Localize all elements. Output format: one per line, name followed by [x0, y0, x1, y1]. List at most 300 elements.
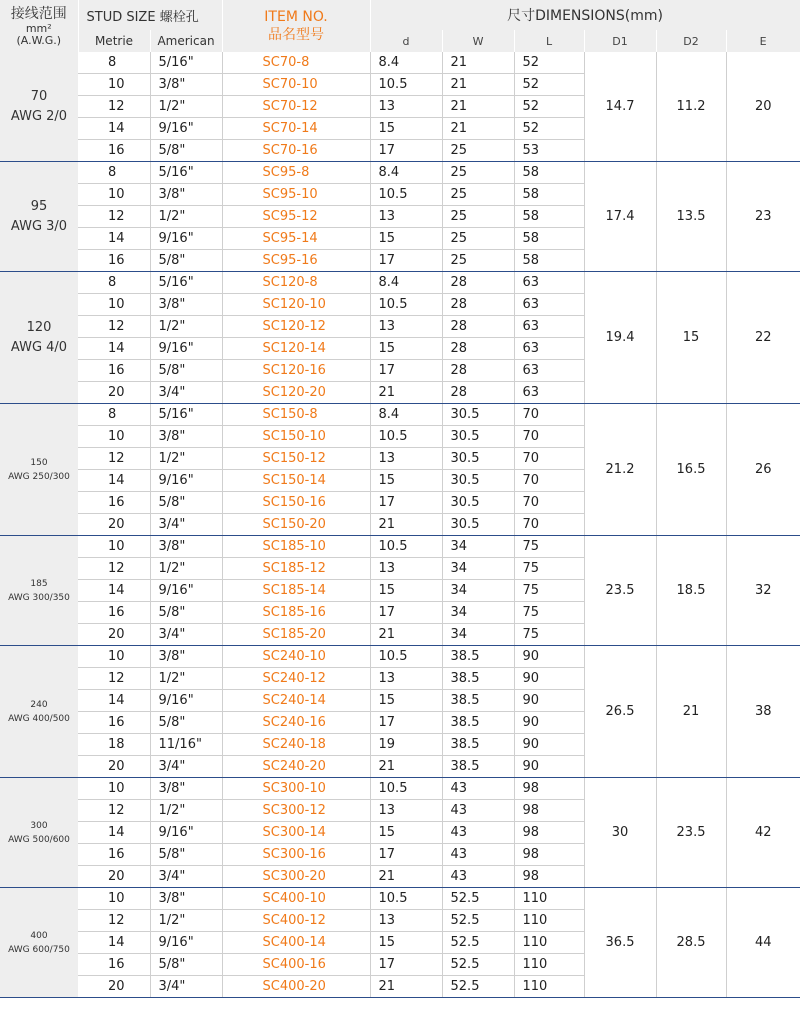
item-no-cell: SC120-12: [222, 316, 370, 338]
w-cell: 34: [442, 558, 514, 580]
wire-range-cell: [0, 888, 78, 998]
d-cell: 13: [370, 448, 442, 470]
d-cell: 8.4: [370, 272, 442, 294]
item-no-cell: SC150-12: [222, 448, 370, 470]
wire-range-awg: AWG 2/0: [10, 108, 68, 124]
l-cell: 52: [514, 74, 584, 96]
american-stud-cell: 9/16": [150, 822, 222, 844]
metric-stud-cell: 12: [78, 668, 150, 690]
w-cell: 21: [442, 96, 514, 118]
metric-stud-cell: 12: [78, 558, 150, 580]
item-no-cell: SC120-16: [222, 360, 370, 382]
d-cell: 10.5: [370, 778, 442, 800]
e-value-cell: 22: [726, 272, 800, 404]
metric-stud-cell: 18: [78, 734, 150, 756]
item-no-header: [222, 0, 370, 52]
d-cell: 17: [370, 602, 442, 624]
item-no-cell: SC400-12: [222, 910, 370, 932]
item-no-cell: SC70-10: [222, 74, 370, 96]
l-cell: 110: [514, 976, 584, 998]
d-cell: 17: [370, 250, 442, 272]
item-no-cell: SC185-10: [222, 536, 370, 558]
d1-value-cell: 14.7: [584, 52, 656, 162]
d-cell: 21: [370, 866, 442, 888]
american-stud-cell: 3/4": [150, 756, 222, 778]
american-stud-cell: 1/2": [150, 800, 222, 822]
metric-stud-cell: 10: [78, 426, 150, 448]
d-cell: 19: [370, 734, 442, 756]
w-cell: 38.5: [442, 690, 514, 712]
d-cell: 17: [370, 844, 442, 866]
d-cell: 15: [370, 228, 442, 250]
item-no-cell: SC300-20: [222, 866, 370, 888]
d-cell: 15: [370, 470, 442, 492]
d1-value-cell: 30: [584, 778, 656, 888]
american-stud-cell: 3/8": [150, 294, 222, 316]
american-stud-cell: 11/16": [150, 734, 222, 756]
w-cell: 43: [442, 800, 514, 822]
d-cell: 15: [370, 822, 442, 844]
l-cell: 58: [514, 162, 584, 184]
l-cell: 63: [514, 382, 584, 404]
wire-range-mm: 120: [26, 319, 52, 335]
item-no-cell: SC240-10: [222, 646, 370, 668]
l-cell: 90: [514, 734, 584, 756]
d-cell: 21: [370, 624, 442, 646]
wire-range-awg: AWG 3/0: [10, 218, 68, 234]
item-no-cell: SC185-20: [222, 624, 370, 646]
metric-stud-cell: 8: [78, 162, 150, 184]
d-cell: 10.5: [370, 74, 442, 96]
d2-value-cell: 11.2: [656, 52, 726, 162]
metric-stud-cell: 20: [78, 382, 150, 404]
item-no-cell: SC185-16: [222, 602, 370, 624]
item-no-cell: SC185-12: [222, 558, 370, 580]
w-cell: 43: [442, 844, 514, 866]
w-cell: 30.5: [442, 514, 514, 536]
metric-stud-cell: 20: [78, 866, 150, 888]
w-cell: 52.5: [442, 888, 514, 910]
metric-stud-cell: 12: [78, 910, 150, 932]
metric-stud-cell: 20: [78, 976, 150, 998]
american-stud-cell: 5/16": [150, 52, 222, 74]
w-cell: 34: [442, 624, 514, 646]
table-row: [0, 888, 800, 910]
wire-range-cell: [0, 404, 78, 536]
american-stud-cell: 5/8": [150, 492, 222, 514]
american-stud-cell: 3/4": [150, 382, 222, 404]
d2-header: D2: [656, 30, 726, 52]
american-stud-cell: 9/16": [150, 932, 222, 954]
american-stud-cell: 9/16": [150, 580, 222, 602]
metric-stud-cell: 20: [78, 624, 150, 646]
range-header: [0, 0, 78, 52]
metric-stud-cell: 10: [78, 888, 150, 910]
w-cell: 34: [442, 580, 514, 602]
l-cell: 70: [514, 492, 584, 514]
w-cell: 28: [442, 382, 514, 404]
american-stud-cell: 9/16": [150, 228, 222, 250]
wire-range-cell: [0, 646, 78, 778]
w-cell: 52.5: [442, 932, 514, 954]
l-cell: 58: [514, 228, 584, 250]
metric-stud-cell: 14: [78, 580, 150, 602]
d-cell: 13: [370, 206, 442, 228]
w-cell: 30.5: [442, 448, 514, 470]
american-stud-cell: 3/4": [150, 624, 222, 646]
l-cell: 63: [514, 338, 584, 360]
metric-stud-cell: 14: [78, 338, 150, 360]
d1-value-cell: 26.5: [584, 646, 656, 778]
l-cell: 90: [514, 646, 584, 668]
w-cell: 43: [442, 866, 514, 888]
d-cell: 8.4: [370, 52, 442, 74]
w-cell: 25: [442, 184, 514, 206]
d-cell: 8.4: [370, 404, 442, 426]
w-cell: 21: [442, 74, 514, 96]
w-cell: 28: [442, 360, 514, 382]
l-cell: 110: [514, 888, 584, 910]
l-cell: 110: [514, 910, 584, 932]
american-stud-cell: 3/8": [150, 74, 222, 96]
w-cell: 21: [442, 52, 514, 74]
wire-range-cell: [0, 162, 78, 272]
metric-stud-cell: 12: [78, 448, 150, 470]
e-value-cell: 32: [726, 536, 800, 646]
d-cell: 10.5: [370, 294, 442, 316]
l-cell: 70: [514, 448, 584, 470]
wire-range-cell: [0, 536, 78, 646]
wire-range-awg: AWG 4/0: [10, 339, 68, 355]
item-no-cell: SC240-16: [222, 712, 370, 734]
l-cell: 75: [514, 558, 584, 580]
metric-stud-cell: 12: [78, 316, 150, 338]
d-cell: 15: [370, 338, 442, 360]
wire-range-mm: 240: [30, 699, 48, 710]
metric-stud-cell: 10: [78, 184, 150, 206]
american-stud-cell: 3/8": [150, 888, 222, 910]
l-cell: 90: [514, 668, 584, 690]
item-no-cell: SC70-8: [222, 52, 370, 74]
wire-range-mm: 95: [30, 198, 48, 214]
item-no-cell: SC70-14: [222, 118, 370, 140]
d-cell: 21: [370, 382, 442, 404]
d-cell: 8.4: [370, 162, 442, 184]
l-cell: 58: [514, 184, 584, 206]
american-stud-cell: 3/8": [150, 778, 222, 800]
wire-range-awg: AWG 400/500: [8, 713, 70, 724]
item-no-cell: SC95-16: [222, 250, 370, 272]
l-cell: 90: [514, 690, 584, 712]
item-no-cell: SC70-16: [222, 140, 370, 162]
american-stud-cell: 5/8": [150, 844, 222, 866]
metric-stud-cell: 10: [78, 294, 150, 316]
w-cell: 38.5: [442, 756, 514, 778]
d-cell: 10.5: [370, 184, 442, 206]
l-cell: 98: [514, 844, 584, 866]
e-value-cell: 42: [726, 778, 800, 888]
stud-size-header: STUD SIZE 螺栓孔: [78, 0, 222, 30]
item-no-cell: SC150-8: [222, 404, 370, 426]
l-cell: 70: [514, 404, 584, 426]
l-cell: 110: [514, 954, 584, 976]
awg-label: (A.W.G.): [16, 34, 62, 47]
l-cell: 98: [514, 866, 584, 888]
american-stud-cell: 1/2": [150, 206, 222, 228]
l-cell: 90: [514, 712, 584, 734]
l-cell: 52: [514, 52, 584, 74]
l-cell: 98: [514, 800, 584, 822]
american-stud-cell: 5/16": [150, 272, 222, 294]
d-cell: 17: [370, 360, 442, 382]
l-cell: 75: [514, 624, 584, 646]
w-cell: 30.5: [442, 404, 514, 426]
w-cell: 28: [442, 338, 514, 360]
table-row: [0, 404, 800, 426]
d1-value-cell: 21.2: [584, 404, 656, 536]
metric-stud-cell: 14: [78, 470, 150, 492]
american-stud-cell: 1/2": [150, 668, 222, 690]
item-no-cell: SC300-10: [222, 778, 370, 800]
w-cell: 38.5: [442, 712, 514, 734]
american-stud-cell: 9/16": [150, 338, 222, 360]
d1-value-cell: 23.5: [584, 536, 656, 646]
item-no-cell: SC150-20: [222, 514, 370, 536]
metric-stud-cell: 8: [78, 52, 150, 74]
table-row: [0, 778, 800, 800]
w-cell: 25: [442, 206, 514, 228]
d-cell: 15: [370, 580, 442, 602]
american-stud-cell: 9/16": [150, 690, 222, 712]
l-cell: 63: [514, 272, 584, 294]
american-stud-cell: 1/2": [150, 558, 222, 580]
metric-stud-cell: 8: [78, 272, 150, 294]
wire-range-mm: 185: [30, 578, 48, 589]
metric-stud-cell: 12: [78, 800, 150, 822]
w-cell: 28: [442, 294, 514, 316]
american-stud-cell: 9/16": [150, 118, 222, 140]
d-cell: 10.5: [370, 888, 442, 910]
american-stud-cell: 3/4": [150, 514, 222, 536]
american-stud-cell: 1/2": [150, 448, 222, 470]
item-no-cell: SC95-8: [222, 162, 370, 184]
metric-stud-cell: 12: [78, 206, 150, 228]
w-cell: 25: [442, 228, 514, 250]
e-value-cell: 20: [726, 52, 800, 162]
d2-value-cell: 15: [656, 272, 726, 404]
w-cell: 52.5: [442, 954, 514, 976]
w-cell: 38.5: [442, 646, 514, 668]
d2-value-cell: 28.5: [656, 888, 726, 998]
american-stud-cell: 5/8": [150, 954, 222, 976]
d-cell: 17: [370, 954, 442, 976]
table-row: [0, 52, 800, 74]
d-cell: 15: [370, 118, 442, 140]
metric-stud-cell: 16: [78, 712, 150, 734]
w-cell: 34: [442, 602, 514, 624]
d2-value-cell: 18.5: [656, 536, 726, 646]
l-cell: 70: [514, 514, 584, 536]
l-cell: 70: [514, 470, 584, 492]
item-no-cell: SC400-16: [222, 954, 370, 976]
e-value-cell: 26: [726, 404, 800, 536]
l-cell: 63: [514, 316, 584, 338]
metric-stud-cell: 10: [78, 74, 150, 96]
l-cell: 98: [514, 778, 584, 800]
l-cell: 53: [514, 140, 584, 162]
metric-header: Metrie: [78, 30, 150, 52]
d-cell: 10.5: [370, 536, 442, 558]
l-cell: 63: [514, 294, 584, 316]
l-cell: 90: [514, 756, 584, 778]
l-cell: 110: [514, 932, 584, 954]
l-cell: 52: [514, 96, 584, 118]
d-cell: 21: [370, 514, 442, 536]
l-cell: 75: [514, 536, 584, 558]
american-header: American: [150, 30, 222, 52]
w-cell: 38.5: [442, 734, 514, 756]
metric-stud-cell: 8: [78, 404, 150, 426]
item-no-cell: SC400-20: [222, 976, 370, 998]
wire-range-cell: [0, 778, 78, 888]
e-value-cell: 44: [726, 888, 800, 998]
item-no-cell: SC300-12: [222, 800, 370, 822]
d2-value-cell: 16.5: [656, 404, 726, 536]
item-no-cell: SC120-10: [222, 294, 370, 316]
metric-stud-cell: 14: [78, 932, 150, 954]
wire-range-cell: [0, 272, 78, 404]
d2-value-cell: 23.5: [656, 778, 726, 888]
item-no-cell: SC400-10: [222, 888, 370, 910]
item-no-cell: SC240-12: [222, 668, 370, 690]
w-header: W: [442, 30, 514, 52]
w-cell: 21: [442, 118, 514, 140]
metric-stud-cell: 16: [78, 360, 150, 382]
w-cell: 34: [442, 536, 514, 558]
metric-stud-cell: 16: [78, 602, 150, 624]
l-header: L: [514, 30, 584, 52]
american-stud-cell: 1/2": [150, 316, 222, 338]
american-stud-cell: 3/8": [150, 426, 222, 448]
d-cell: 13: [370, 316, 442, 338]
wire-range-awg: AWG 500/600: [8, 834, 70, 845]
w-cell: 43: [442, 822, 514, 844]
item-label-en: ITEM NO.: [264, 9, 328, 25]
d-cell: 13: [370, 668, 442, 690]
american-stud-cell: 3/8": [150, 536, 222, 558]
wire-range-cell: [0, 52, 78, 162]
range-label: 接线范围: [10, 6, 67, 22]
metric-stud-cell: 14: [78, 228, 150, 250]
table-row: [0, 272, 800, 294]
l-cell: 98: [514, 822, 584, 844]
l-cell: 75: [514, 602, 584, 624]
item-no-cell: SC95-10: [222, 184, 370, 206]
d-cell: 21: [370, 756, 442, 778]
w-cell: 25: [442, 250, 514, 272]
d-cell: 13: [370, 558, 442, 580]
w-cell: 25: [442, 140, 514, 162]
w-cell: 38.5: [442, 668, 514, 690]
american-stud-cell: 9/16": [150, 470, 222, 492]
american-stud-cell: 5/8": [150, 140, 222, 162]
american-stud-cell: 5/16": [150, 162, 222, 184]
wire-range-awg: AWG 600/750: [8, 944, 70, 955]
table-row: [0, 536, 800, 558]
d-cell: 13: [370, 800, 442, 822]
item-no-cell: SC150-10: [222, 426, 370, 448]
d1-header: D1: [584, 30, 656, 52]
l-cell: 70: [514, 426, 584, 448]
item-no-cell: SC150-14: [222, 470, 370, 492]
table-row: [0, 162, 800, 184]
american-stud-cell: 3/4": [150, 976, 222, 998]
item-no-cell: SC300-14: [222, 822, 370, 844]
d1-value-cell: 36.5: [584, 888, 656, 998]
american-stud-cell: 5/16": [150, 404, 222, 426]
item-no-cell: SC70-12: [222, 96, 370, 118]
metric-stud-cell: 10: [78, 646, 150, 668]
metric-stud-cell: 16: [78, 844, 150, 866]
metric-stud-cell: 10: [78, 778, 150, 800]
d-cell: 13: [370, 910, 442, 932]
item-no-cell: SC120-20: [222, 382, 370, 404]
w-cell: 28: [442, 316, 514, 338]
item-no-cell: SC120-14: [222, 338, 370, 360]
american-stud-cell: 5/8": [150, 360, 222, 382]
l-cell: 58: [514, 206, 584, 228]
w-cell: 52.5: [442, 910, 514, 932]
item-no-cell: SC150-16: [222, 492, 370, 514]
american-stud-cell: 3/8": [150, 646, 222, 668]
d2-value-cell: 21: [656, 646, 726, 778]
l-cell: 58: [514, 250, 584, 272]
w-cell: 52.5: [442, 976, 514, 998]
l-cell: 75: [514, 580, 584, 602]
w-cell: 30.5: [442, 470, 514, 492]
table-row: [0, 646, 800, 668]
metric-stud-cell: 16: [78, 140, 150, 162]
metric-stud-cell: 10: [78, 536, 150, 558]
item-no-cell: SC120-8: [222, 272, 370, 294]
wire-range-mm: 150: [30, 457, 48, 468]
d-cell: 10.5: [370, 646, 442, 668]
l-cell: 63: [514, 360, 584, 382]
d-cell: 21: [370, 976, 442, 998]
item-no-cell: SC185-14: [222, 580, 370, 602]
w-cell: 28: [442, 272, 514, 294]
d-cell: 17: [370, 492, 442, 514]
metric-stud-cell: 20: [78, 514, 150, 536]
w-cell: 25: [442, 162, 514, 184]
metric-stud-cell: 16: [78, 250, 150, 272]
metric-stud-cell: 20: [78, 756, 150, 778]
metric-stud-cell: 12: [78, 96, 150, 118]
american-stud-cell: 3/8": [150, 184, 222, 206]
item-no-cell: SC400-14: [222, 932, 370, 954]
e-header: E: [726, 30, 800, 52]
d1-value-cell: 17.4: [584, 162, 656, 272]
wire-range-awg: AWG 250/300: [8, 471, 70, 482]
d-cell: 17: [370, 712, 442, 734]
metric-stud-cell: 14: [78, 690, 150, 712]
w-cell: 43: [442, 778, 514, 800]
american-stud-cell: 1/2": [150, 96, 222, 118]
american-stud-cell: 5/8": [150, 602, 222, 624]
d-cell: 15: [370, 932, 442, 954]
wire-range-mm: 70: [30, 88, 48, 104]
item-no-cell: SC240-20: [222, 756, 370, 778]
